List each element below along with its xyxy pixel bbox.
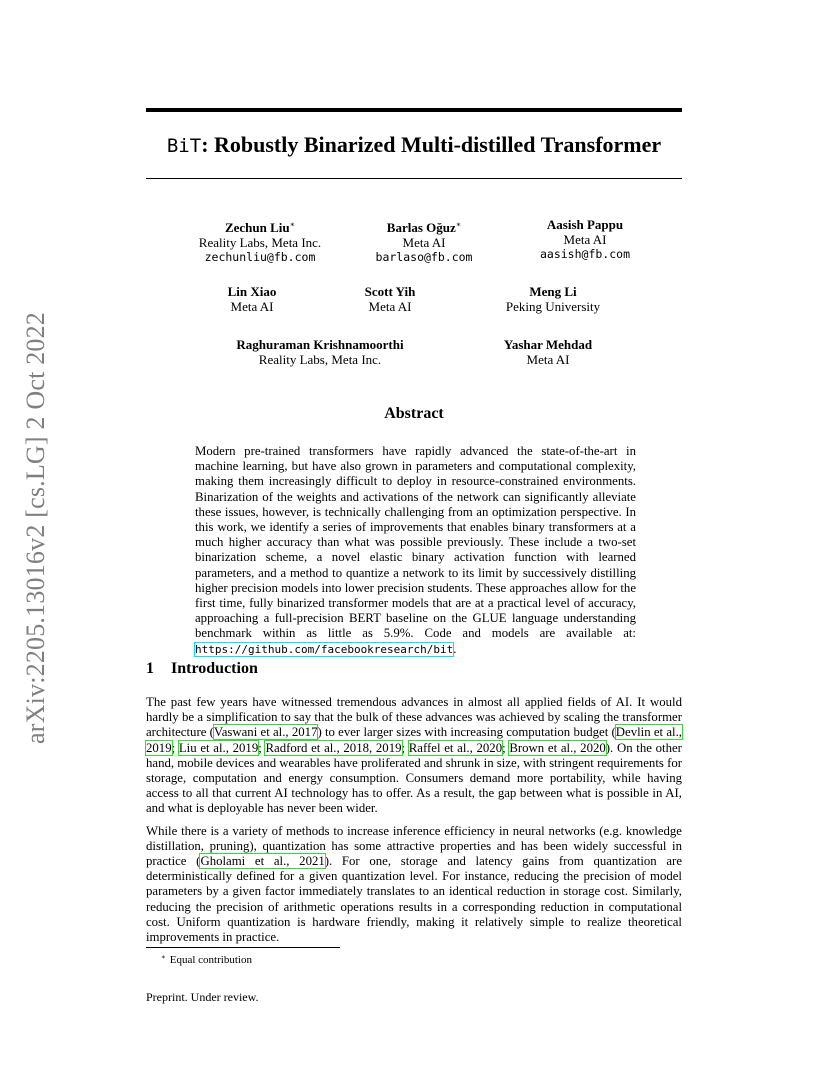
title-top-rule <box>146 108 682 112</box>
intro-text: ). On the other hand, mobile devices and wearables have proliferated and shrunk in size, with stringent requirements for storage, computation and energy consumption. Consumers demand more portability, while having access to all that current AI technology has to offer. As a result, the gap between what is possible in AI, and what is deployable has never been wider. <box>146 740 682 816</box>
citation-link[interactable]: Vaswani et al., 2017 <box>213 725 318 740</box>
author-affiliation: Meta AI <box>368 299 412 314</box>
abstract-text: Modern pre-trained transformers have rapidly advanced the state-of-the-art in machine learning, but have also grown in parameters and computational complexity, making them increasingly difficult to deploy in resource-constrained environments. Binarization of the weights and activations of the network can significantly alleviate these issues, however, is technically challenging from an optimization perspective. In this work, we identify a series of improvements that enables binary transformers at a much higher accuracy than what was possible previously. These include a two-set binarization scheme, a novel elastic binary activation function with learned parameters, and a method to quantize a network to its limit by successively distilling higher precision models into lower precision students. These approaches allow for the first time, fully binarized transformer models that are at a practical level of accuracy, approaching a full-precision BERT baseline on the GLUE language understanding benchmark within as little as 5.9%. Code and models are available at: <box>195 444 636 641</box>
intro-paragraph <box>146 824 682 946</box>
author-name: Raghuraman Krishnamoorthi <box>236 337 404 352</box>
title-prefix: BiT <box>166 135 202 157</box>
intro-text: ). For one, storage and latency gains from quantization are deterministically defined for a given quantization level. For instance, reducing the precision of model parameters by a given factor immediately translates to an identical reduction in storage cost. Similarly, reducing the precision of arithmetic operations results in a corresponding reduction in computational cost. Uniform quantization is hardware friendly, making it relatively simple to realize theoretical improvements in practice. <box>146 854 683 945</box>
footnote-text: Equal contribution <box>169 954 252 966</box>
code-link[interactable]: https://github.com/facebookresearch/bit <box>195 642 454 656</box>
author-name: Meng Li <box>529 284 577 299</box>
intro-text: ; <box>258 740 266 755</box>
section-number: 1 <box>146 660 154 677</box>
author-block <box>376 217 473 265</box>
author-block <box>506 284 600 314</box>
author-name: Barlas Oğuz <box>386 220 456 235</box>
abstract-heading: Abstract <box>384 405 444 422</box>
intro-text: ; <box>171 740 179 755</box>
equal-contribution-mark: ∗ <box>455 220 462 229</box>
citation-link[interactable]: Raffel et al., 2020 <box>408 740 503 755</box>
intro-body <box>146 695 682 952</box>
abstract-end: . <box>453 641 457 656</box>
citation-link[interactable]: Brown et al., 2020 <box>509 740 606 755</box>
author-name: Yashar Mehdad <box>503 337 593 352</box>
author-name: Scott Yih <box>364 284 416 299</box>
author-email: aasish@fb.com <box>539 247 631 261</box>
intro-text: ; <box>401 740 409 755</box>
citation-link[interactable]: Radford et al., 2018, 2019 <box>265 740 402 755</box>
author-name: Aasish Pappu <box>546 217 624 232</box>
footnote-rule <box>146 947 340 948</box>
author-block <box>540 217 630 262</box>
author-affiliation: Meta AI <box>526 352 570 367</box>
author-affiliation: Reality Labs, Meta Inc. <box>198 235 322 250</box>
citation-link[interactable]: Liu et al., 2019 <box>178 740 259 755</box>
author-block <box>365 284 416 314</box>
equal-contribution-mark: ∗ <box>289 220 296 229</box>
author-block <box>504 337 592 367</box>
intro-text: ) to ever larger sizes with increasing computation budget ( <box>317 725 616 740</box>
author-name: Lin Xiao <box>227 284 277 299</box>
section-title: Introduction <box>171 660 258 677</box>
intro-paragraph <box>146 695 682 817</box>
title-bottom-rule <box>146 178 682 179</box>
author-email: barlaso@fb.com <box>375 250 473 264</box>
author-name: Zechun Liu <box>224 220 290 235</box>
author-affiliation: Peking University <box>505 299 601 314</box>
abstract-body <box>195 444 636 657</box>
author-affiliation: Meta AI <box>402 235 446 250</box>
footnote-mark: ∗ <box>161 953 166 961</box>
title-rest: : Robustly Binarized Multi-distilled Transformer <box>201 132 662 157</box>
intro-text: While there is a variety of methods to increase inference efficiency in neural networks (e.g. knowledge distillation, pruning), quantization has some attractive properties and has been widely successful in practice ( <box>146 823 682 869</box>
footnote <box>161 950 252 967</box>
arxiv-sidebar-stamp <box>10 296 62 760</box>
arxiv-id: arXiv:2205.13016v2 [cs.LG] 2 Oct 2022 <box>21 312 50 744</box>
author-block <box>199 217 321 265</box>
intro-text: ; <box>502 740 510 755</box>
section-heading <box>146 660 258 678</box>
paper-title <box>146 131 682 160</box>
intro-text: The past few years have witnessed tremendous advances in almost all applied fields of AI. It would hardly be a simplification to say that the bulk of these advances was achieved by scaling the transformer architecture ( <box>146 695 682 740</box>
author-affiliation: Meta AI <box>563 232 607 247</box>
author-affiliation: Reality Labs, Meta Inc. <box>258 352 382 367</box>
citation-link[interactable]: Gholami et al., 2021 <box>200 854 325 869</box>
author-affiliation: Meta AI <box>230 299 274 314</box>
author-block <box>236 337 403 367</box>
citation-link[interactable]: Devlin et al., 2019 <box>146 725 682 755</box>
author-block <box>228 284 277 314</box>
author-email: zechunliu@fb.com <box>204 250 316 264</box>
preprint-notice: Preprint. Under review. <box>146 990 259 1004</box>
